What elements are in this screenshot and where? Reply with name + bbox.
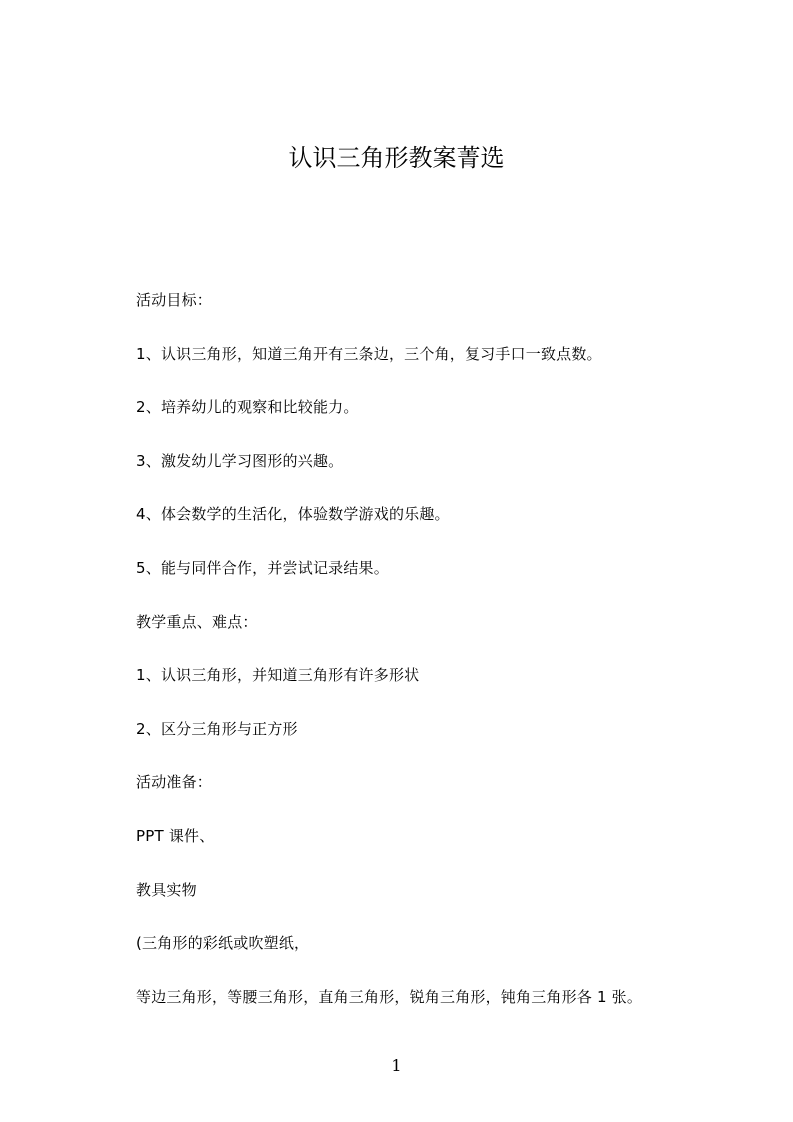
section-heading-preparation: 活动准备：: [136, 773, 213, 792]
body-line: PPT 课件、: [136, 826, 215, 845]
body-line: 2、培养幼儿的观察和比较能力。: [136, 398, 359, 417]
body-line: 教具实物: [136, 880, 197, 899]
body-line: 1、认识三角形，知道三角开有三条边，三个角，复习手口一致点数。: [136, 344, 602, 363]
document-title: 认识三角形教案菁选: [288, 144, 505, 172]
body-line: 1、认识三角形，并知道三角形有许多形状: [136, 666, 420, 685]
document-body: [136, 288, 696, 1038]
body-line: (三角形的彩纸或吹塑纸，: [136, 934, 310, 953]
page-number: 1: [391, 1056, 402, 1075]
section-heading-objectives: 活动目标：: [136, 291, 213, 309]
body-line: 3、激发幼儿学习图形的兴趣。: [136, 451, 344, 470]
body-line: 4、体会数学的生活化，体验数学游戏的乐趣。: [136, 505, 450, 524]
body-line: 等边三角形，等腰三角形，直角三角形，锐角三角形，钝角三角形各 1 张。: [136, 987, 643, 1006]
body-line: 2、区分三角形与正方形: [136, 719, 298, 738]
section-heading-key-points: 教学重点、难点：: [136, 612, 258, 631]
body-line: 5、能与同伴合作，并尝试记录结果。: [136, 558, 389, 577]
